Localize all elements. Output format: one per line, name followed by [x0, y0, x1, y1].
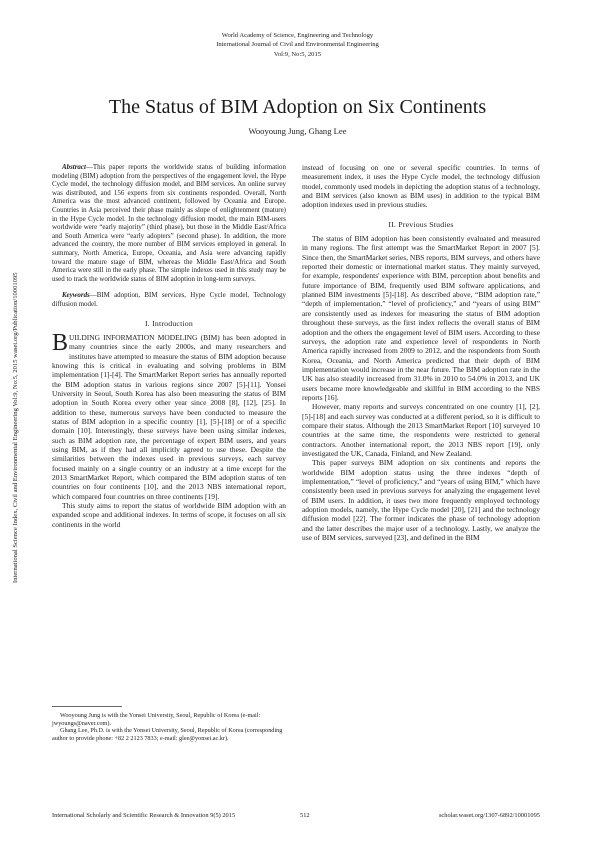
footnote-2: Ghang Lee, Ph.D. is with the Yonsei University, Seoul, Republic of Korea (corresponding author to provide phone: +82 2 2123 7833; e-mail: glee@yonsei.ac.kr).: [52, 727, 283, 742]
footnote-rule: [52, 706, 122, 707]
intro-continuation: instead of focusing on one or several specific countries. In terms of measurement index, it uses the Hype Cycle model, the technology diffusion model, commonly used models in depicting the adoption status of a technology, and BIM services (also known as BIM uses) in addition to the typical BIM adoption indexes used in previous studies.: [302, 163, 540, 210]
footer-publisher: International Scholarly and Scientific Research & Innovation 9(5) 2015: [52, 812, 236, 819]
left-column: [52, 163, 286, 529]
keywords-label: Keywords: [62, 291, 90, 300]
drop-cap: B: [52, 329, 69, 356]
intro-paragraph-1-text: UILDING INFORMATION MODELING (BIM) has been adopted in many countries since the early 2000s, and many researchers and institutes have attempted to measure the status of BIM adoption because knowing this is critical in evaluating and solving problems in BIM implementation [1]-[4]. The SmartMarket Report series has annually reported the BIM adoption status in various regions since 2007 [5]-[11]. Yonsei University in Seoul, South Korea has also been measuring the status of BIM adoption in South Korea every other year since 2008 [8], [12], [25]. In addition to these, numerous surveys have been conducted to measure the status of BIM adoption in a specific country [1], [5]-[18] or of a specific domain [10]. Interestingly, these surveys have been using similar indexes, such as BIM adoption rate, the percentage of expert BIM users, and years using BIM, as if they had all implicitly agreed to use these. Despite the similarities between the indexes used in previous surveys, each survey focused mainly on a single country or an industry at a time except for the 2013 SmartMarket Report, which compared the BIM adoption status of ten countries on four continents [10], and the 2013 NBS international report, which compared four countries on three continents [19].: [52, 332, 286, 501]
journal-volume: Vol:9, No:5, 2015: [273, 50, 322, 58]
abstract-text: —This paper reports the worldwide status of building information modeling (BIM) adoption from the perspectives of the engagement level, the Hype Cycle model, the technology diffusion model, and BIM services. An online survey was distributed, and 156 experts from six continents responded. Overall, North America was the most advanced continent, followed by Oceania and Europe. Countries in Asia perceived their phase mainly as slope of enlightenment (mature) in the Hype Cycle model. In the technology diffusion model, the main BIM-users worldwide were “early majority” (third phase), but those in the Middle East/Africa and South America were “early adopters” (second phase). In addition, the more advanced the country, the more number of BIM services employed in general. In summary, North America, Europe, Oceania, and Asia were advancing rapidly toward the mature stage of BIM, whereas the Middle East/Africa and South America were still in the early phase. The simple indexes used in this study may be used to track the worldwide status of BIM adoption in long-term surveys.: [52, 163, 286, 283]
footnote-1: Wooyoung Jung is with the Yonsei University, Seoul, Republic of Korea (e-mail: jwyoungs@naver.com).: [52, 712, 261, 727]
intro-paragraph-2: This study aims to report the status of worldwide BIM adoption with an expanded scope and additional indexes. In terms of scope, it focuses on all six continents in the world: [52, 501, 286, 529]
side-index-text: International Science Index, Civil and Environmental Engineering Vol:9, No:5, 2015 waset.org/Publication/10001095: [12, 272, 19, 583]
previous-studies-paragraph-1: The status of BIM adoption has been consistently evaluated and measured in many regions. The first attempt was the SmartMarket Report in 2007 [5]. Since then, the SmartMarket series, NBS reports, BIM surveys, and others have reported their domestic or international market status. They mainly surveyed, for example, respondents' experience with BIM, perception about benefits and future importance of BIM, frequently used BIM software applications, and planned BIM investments [5]-[18]. As described above, “BIM adoption rate,” “depth of implementation,” “level of proficiency,” and “years of using BIM” are consistently used as indexes for measuring the status of BIM adoption throughout these surveys, as the first index reflects the overall status of BIM adoption and the others the engagement level of BIM users. According to these surveys, the adoption rate and experience level of respondents in North America rapidly increased from 2009 to 2012, and the respondents from South Korea, Oceania, and North America predicted that their depth of BIM implementation would increase in the near future. The BIM adoption rate in the UK has also steadily increased from 31.0% in 2010 to 54.0% in 2013, and UK users became more knowledgeable and skillful in BIM according to the NBS reports [16].: [302, 234, 540, 402]
journal-header: [0, 31, 595, 59]
keywords: [52, 291, 286, 308]
abstract: [52, 163, 286, 283]
paper-title: The Status of BIM Adoption on Six Continents: [108, 96, 487, 118]
paper-authors: Wooyoung Jung, Ghang Lee: [248, 126, 347, 136]
page-number: 512: [300, 812, 310, 819]
right-column: [302, 163, 540, 542]
keywords-text: —BIM adoption, BIM services, Hype Cycle model, Technology diffusion model.: [52, 291, 286, 308]
footer-link[interactable]: scholar.waset.org/1307-6892/10001095: [438, 812, 540, 819]
footnotes: [52, 706, 286, 742]
journal-publisher: World Academy of Science, Engineering and Technology: [221, 32, 374, 39]
section-heading-previous-studies: II. Previous Studies: [388, 219, 454, 229]
previous-studies-paragraph-3: This paper surveys BIM adoption on six continents and reports the worldwide BIM adoption status using the three indexes “depth of implementation,” “level of proficiency,” and “years of using BIM,” which have consistently been used in previous surveys for analyzing the engagement level of BIM users. In addition, it uses two more frequently employed technology adoption models, namely, the Hype Cycle model [20], [21] and the technology diffusion model [22]. The former indicates the phase of technology adoption and the latter describes the major user of a technology. Lastly, we analyze the use of BIM services, surveyed [23], and defined in the BIM: [302, 458, 540, 543]
intro-paragraph-1: [52, 329, 286, 501]
journal-name: International Journal of Civil and Environmental Engineering: [216, 41, 379, 49]
section-heading-introduction: I. Introduction: [144, 318, 194, 328]
abstract-label: Abstract: [62, 163, 86, 171]
previous-studies-paragraph-2: However, many reports and surveys concentrated on one country [1], [2], [5]-[18] and each survey was conducted at a different period, so it is difficult to compare their status. Although the 2013 SmartMarket Report [10] surveyed 10 countries at the same time, the respondents were restricted to general contractors. Another international report, the 2013 NBS report [19], only investigated the UK, Canada, Finland, and New Zealand.: [302, 402, 540, 458]
